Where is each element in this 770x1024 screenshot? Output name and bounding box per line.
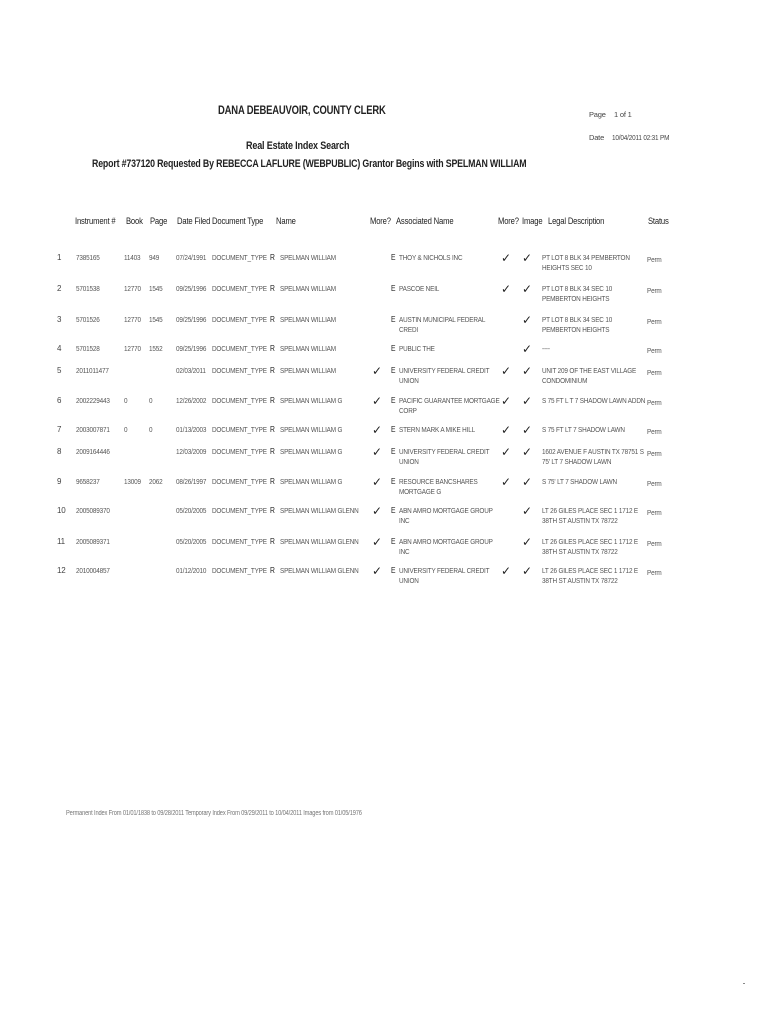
status: Perm bbox=[647, 286, 662, 295]
date-filed: 07/24/1991 bbox=[176, 253, 207, 262]
book-number: 12770 bbox=[124, 344, 141, 353]
row-number: 10 bbox=[57, 506, 66, 515]
more-check-1: ✓ bbox=[372, 445, 382, 459]
image-check: ✓ bbox=[522, 394, 532, 408]
more-check-2: ✓ bbox=[501, 251, 511, 265]
party-name: SPELMAN WILLIAM GLENN bbox=[280, 506, 359, 515]
assoc-role: E bbox=[391, 315, 396, 324]
document-type: DOCUMENT_TYPE bbox=[212, 253, 267, 262]
image-check: ✓ bbox=[522, 364, 532, 378]
party-role: R bbox=[270, 366, 275, 375]
party-name: SPELMAN WILLIAM bbox=[280, 366, 336, 375]
image-check: ✓ bbox=[522, 504, 532, 518]
party-name: SPELMAN WILLIAM G bbox=[280, 425, 343, 434]
image-check: ✓ bbox=[522, 535, 532, 549]
associated-name: THOY & NICHOLS INC bbox=[399, 253, 463, 262]
more-check-2: ✓ bbox=[501, 445, 511, 459]
assoc-role: E bbox=[391, 396, 396, 405]
status: Perm bbox=[647, 539, 662, 548]
associated-name: STERN MARK A MIKE HILL bbox=[399, 425, 475, 434]
more-check-2: ✓ bbox=[501, 475, 511, 489]
instrument-number: 5701528 bbox=[76, 344, 100, 353]
date-filed: 12/03/2009 bbox=[176, 447, 207, 456]
instrument-number: 2010004857 bbox=[76, 566, 110, 575]
legal-description: S 75 FT L T 7 SHADOW LAWN ADDN bbox=[542, 396, 646, 405]
more-check-2: ✓ bbox=[501, 364, 511, 378]
col-image: Image bbox=[522, 216, 543, 226]
more-check-1: ✓ bbox=[372, 504, 382, 518]
row-number: 1 bbox=[57, 253, 62, 262]
party-role: R bbox=[270, 506, 275, 515]
party-role: R bbox=[270, 284, 275, 293]
date-filed: 09/25/1996 bbox=[176, 284, 207, 293]
legal-description: S 75 FT LT 7 SHADOW LAWN bbox=[542, 425, 625, 434]
legal-description: ---- bbox=[542, 344, 550, 353]
assoc-role: E bbox=[391, 566, 396, 575]
row-number: 9 bbox=[57, 477, 62, 486]
legal-description: PT LOT 8 BLK 34 SEC 10 PEMBERTON HEIGHTS bbox=[542, 315, 613, 334]
legal-description: LT 26 GILES PLACE SEC 1 1712 E 38TH ST AUSTIN TX 78722 bbox=[542, 506, 639, 525]
party-name: SPELMAN WILLIAM GLENN bbox=[280, 566, 359, 575]
party-name: SPELMAN WILLIAM GLENN bbox=[280, 537, 359, 546]
document-type: DOCUMENT_TYPE bbox=[212, 425, 267, 434]
status: Perm bbox=[647, 317, 662, 326]
report-title: Real Estate Index Search bbox=[246, 140, 350, 152]
status: Perm bbox=[647, 368, 662, 377]
document-type: DOCUMENT_TYPE bbox=[212, 566, 267, 575]
party-role: R bbox=[270, 396, 275, 405]
party-name: SPELMAN WILLIAM bbox=[280, 253, 336, 262]
instrument-number: 2003007871 bbox=[76, 425, 110, 434]
date-filed: 01/13/2003 bbox=[176, 425, 207, 434]
associated-name: ABN AMRO MORTGAGE GROUP INC bbox=[399, 537, 493, 556]
associated-name: PACIFIC GUARANTEE MORTGAGE CORP bbox=[399, 396, 500, 415]
col-document-type: Document Type bbox=[212, 216, 264, 226]
more-check-1: ✓ bbox=[372, 423, 382, 437]
more-check-2: ✓ bbox=[501, 423, 511, 437]
status: Perm bbox=[647, 568, 662, 577]
associated-name: PASCOE NEIL bbox=[399, 284, 440, 293]
book-number: 13009 bbox=[124, 477, 141, 486]
status: Perm bbox=[647, 508, 662, 517]
col-more-1: More? bbox=[370, 216, 391, 226]
assoc-role: E bbox=[391, 284, 396, 293]
date-filed: 12/26/2002 bbox=[176, 396, 207, 405]
instrument-number: 5701538 bbox=[76, 284, 100, 293]
book-number: 11403 bbox=[124, 253, 141, 262]
legal-description: PT LOT 8 BLK 34 SEC 10 PEMBERTON HEIGHTS bbox=[542, 284, 613, 303]
page-number-cell: 949 bbox=[149, 253, 160, 262]
book-number: 0 bbox=[124, 425, 128, 434]
associated-name: UNIVERSITY FEDERAL CREDIT UNION bbox=[399, 566, 490, 585]
document-type: DOCUMENT_TYPE bbox=[212, 396, 267, 405]
document-type: DOCUMENT_TYPE bbox=[212, 537, 267, 546]
row-number: 12 bbox=[57, 566, 66, 575]
instrument-number: 2011011477 bbox=[76, 366, 109, 375]
assoc-role: E bbox=[391, 477, 396, 486]
col-name: Name bbox=[276, 216, 296, 226]
party-role: R bbox=[270, 477, 275, 486]
party-role: R bbox=[270, 315, 275, 324]
book-number: 12770 bbox=[124, 284, 141, 293]
date-filed: 08/26/1997 bbox=[176, 477, 207, 486]
party-name: SPELMAN WILLIAM G bbox=[280, 396, 343, 405]
page-number-cell: 0 bbox=[149, 425, 153, 434]
more-check-1: ✓ bbox=[372, 535, 382, 549]
more-check-2: ✓ bbox=[501, 282, 511, 296]
scan-speck bbox=[743, 983, 745, 984]
row-number: 2 bbox=[57, 284, 62, 293]
party-role: R bbox=[270, 253, 275, 262]
image-check: ✓ bbox=[522, 282, 532, 296]
document-type: DOCUMENT_TYPE bbox=[212, 477, 267, 486]
status: Perm bbox=[647, 427, 662, 436]
instrument-number: 2009164446 bbox=[76, 447, 110, 456]
legal-description: 1602 AVENUE F AUSTIN TX 78751 S 75' LT 7 SHADOW LAWN bbox=[542, 447, 644, 466]
more-check-2: ✓ bbox=[501, 394, 511, 408]
associated-name: UNIVERSITY FEDERAL CREDIT UNION bbox=[399, 366, 490, 385]
row-number: 4 bbox=[57, 344, 62, 353]
date-filed: 09/25/1996 bbox=[176, 315, 207, 324]
index-date-range-footer: Permanent Index From 01/01/1838 to 09/28/2011 Temporary Index From 09/29/2011 to 10/04/2011 Images from 01/05/1976 bbox=[66, 810, 362, 817]
date-filed: 01/12/2010 bbox=[176, 566, 207, 575]
col-date-filed: Date Filed bbox=[177, 216, 211, 226]
date-filed: 05/20/2005 bbox=[176, 506, 207, 515]
row-number: 7 bbox=[57, 425, 62, 434]
col-status: Status bbox=[648, 216, 669, 226]
assoc-role: E bbox=[391, 253, 396, 262]
image-check: ✓ bbox=[522, 423, 532, 437]
party-role: R bbox=[270, 344, 275, 353]
instrument-number: 9658237 bbox=[76, 477, 100, 486]
instrument-number: 5701526 bbox=[76, 315, 100, 324]
assoc-role: E bbox=[391, 425, 396, 434]
col-associated-name: Associated Name bbox=[396, 216, 454, 226]
date-filed: 02/03/2011 bbox=[176, 366, 206, 375]
image-check: ✓ bbox=[522, 251, 532, 265]
row-number: 6 bbox=[57, 396, 62, 405]
col-legal-description: Legal Description bbox=[548, 216, 605, 226]
col-more-2: More? bbox=[498, 216, 519, 226]
party-name: SPELMAN WILLIAM bbox=[280, 284, 336, 293]
more-check-1: ✓ bbox=[372, 475, 382, 489]
assoc-role: E bbox=[391, 506, 396, 515]
associated-name: UNIVERSITY FEDERAL CREDIT UNION bbox=[399, 447, 490, 466]
status: Perm bbox=[647, 398, 662, 407]
page-number-cell: 1545 bbox=[149, 284, 163, 293]
assoc-role: E bbox=[391, 447, 396, 456]
document-type: DOCUMENT_TYPE bbox=[212, 315, 267, 324]
associated-name: PUBLIC THE bbox=[399, 344, 435, 353]
date-label: Date bbox=[589, 133, 605, 142]
row-number: 11 bbox=[57, 537, 65, 546]
image-check: ✓ bbox=[522, 475, 532, 489]
book-number: 12770 bbox=[124, 315, 141, 324]
status: Perm bbox=[647, 346, 662, 355]
col-book: Book bbox=[126, 216, 143, 226]
instrument-number: 7385165 bbox=[76, 253, 100, 262]
more-check-2: ✓ bbox=[501, 564, 511, 578]
party-name: SPELMAN WILLIAM G bbox=[280, 477, 343, 486]
legal-description: LT 26 GILES PLACE SEC 1 1712 E 38TH ST AUSTIN TX 78722 bbox=[542, 566, 639, 585]
row-number: 3 bbox=[57, 315, 62, 324]
page-label: Page bbox=[589, 110, 606, 119]
party-role: R bbox=[270, 566, 275, 575]
status: Perm bbox=[647, 449, 662, 458]
page-number-cell: 0 bbox=[149, 396, 153, 405]
image-check: ✓ bbox=[522, 313, 532, 327]
assoc-role: E bbox=[391, 366, 396, 375]
legal-description: LT 26 GILES PLACE SEC 1 1712 E 38TH ST AUSTIN TX 78722 bbox=[542, 537, 639, 556]
date-filed: 09/25/1996 bbox=[176, 344, 207, 353]
document-type: DOCUMENT_TYPE bbox=[212, 344, 267, 353]
page-number: 1 of 1 bbox=[614, 110, 632, 119]
date-filed: 05/20/2005 bbox=[176, 537, 207, 546]
page-number-cell: 1552 bbox=[149, 344, 163, 353]
status: Perm bbox=[647, 479, 662, 488]
document-type: DOCUMENT_TYPE bbox=[212, 366, 267, 375]
page-number-cell: 2062 bbox=[149, 477, 163, 486]
col-page: Page bbox=[150, 216, 168, 226]
party-role: R bbox=[270, 537, 275, 546]
associated-name: RESOURCE BANCSHARES MORTGAGE G bbox=[399, 477, 478, 496]
document-type: DOCUMENT_TYPE bbox=[212, 284, 267, 293]
status: Perm bbox=[647, 255, 662, 264]
legal-description: S 75' LT 7 SHADOW LAWN bbox=[542, 477, 617, 486]
image-check: ✓ bbox=[522, 445, 532, 459]
instrument-number: 2005089371 bbox=[76, 537, 110, 546]
row-number: 8 bbox=[57, 447, 62, 456]
document-type: DOCUMENT_TYPE bbox=[212, 506, 267, 515]
legal-description: UNIT 209 OF THE EAST VILLAGE CONDOMINIUM bbox=[542, 366, 637, 385]
instrument-number: 2005089370 bbox=[76, 506, 110, 515]
party-name: SPELMAN WILLIAM bbox=[280, 344, 336, 353]
assoc-role: E bbox=[391, 344, 396, 353]
assoc-role: E bbox=[391, 537, 396, 546]
party-role: R bbox=[270, 425, 275, 434]
document-type: DOCUMENT_TYPE bbox=[212, 447, 267, 456]
image-check: ✓ bbox=[522, 342, 532, 356]
party-role: R bbox=[270, 447, 275, 456]
clerk-name: DANA DEBEAUVOIR, COUNTY CLERK bbox=[218, 105, 386, 117]
row-number: 5 bbox=[57, 366, 62, 375]
party-name: SPELMAN WILLIAM G bbox=[280, 447, 343, 456]
more-check-1: ✓ bbox=[372, 364, 382, 378]
page-number-cell: 1545 bbox=[149, 315, 163, 324]
image-check: ✓ bbox=[522, 564, 532, 578]
legal-description: PT LOT 8 BLK 34 PEMBERTON HEIGHTS SEC 10 bbox=[542, 253, 630, 272]
report-description: Report #737120 Requested By REBECCA LAFLURE (WEBPUBLIC) Grantor Begins with SPELMAN WILLIAM bbox=[92, 158, 527, 170]
associated-name: AUSTIN MUNICIPAL FEDERAL CREDI bbox=[399, 315, 486, 334]
associated-name: ABN AMRO MORTGAGE GROUP INC bbox=[399, 506, 493, 525]
book-number: 0 bbox=[124, 396, 128, 405]
party-name: SPELMAN WILLIAM bbox=[280, 315, 336, 324]
instrument-number: 2002229443 bbox=[76, 396, 110, 405]
report-date: 10/04/2011 02:31 PM bbox=[612, 133, 670, 142]
more-check-1: ✓ bbox=[372, 564, 382, 578]
more-check-1: ✓ bbox=[372, 394, 382, 408]
col-instrument: Instrument # bbox=[75, 216, 116, 226]
